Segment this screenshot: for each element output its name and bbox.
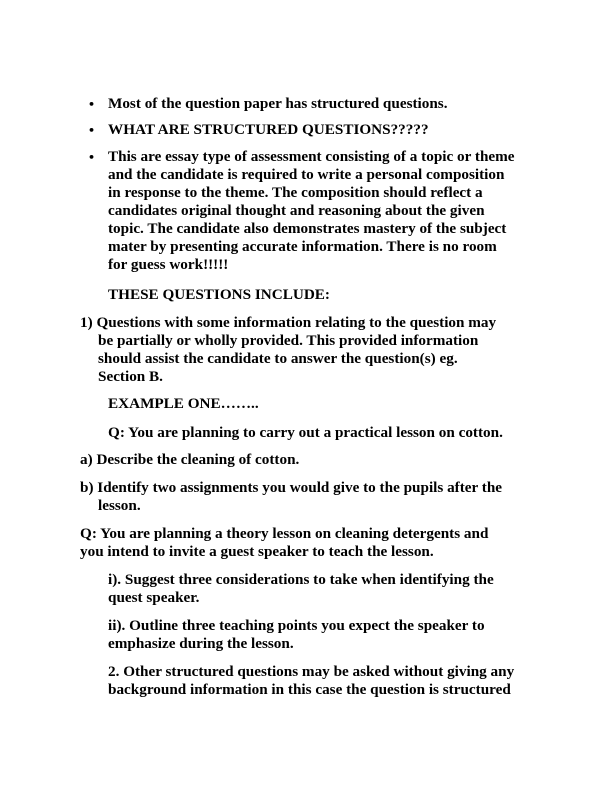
paragraph — [108, 148, 515, 274]
text-line: quest speaker. — [108, 589, 200, 606]
text-line: Most of the question paper has structured questions. — [108, 95, 448, 112]
bullet-icon: • — [88, 151, 96, 164]
question — [108, 424, 503, 442]
text-line: 1) Questions with some information relating to the question may — [80, 314, 497, 331]
text-line: lesson. — [98, 497, 141, 514]
text-line: EXAMPLE ONE…….. — [108, 395, 259, 412]
text-line: Q: You are planning to carry out a practical lesson on cotton. — [108, 424, 503, 441]
text-line: Q: You are planning a theory lesson on cleaning detergents and — [80, 525, 489, 542]
question-part — [108, 617, 485, 653]
text-line: be partially or wholly provided. This provided information — [98, 332, 479, 349]
text-line: ii). Outline three teaching points you expect the speaker to — [108, 617, 485, 634]
bullet-icon: • — [88, 98, 96, 111]
text-line: i). Suggest three considerations to take when identifying the — [108, 571, 494, 588]
text-line: should assist the candidate to answer the question(s) eg. — [98, 350, 458, 367]
bullet-icon: • — [88, 124, 96, 137]
example-heading — [108, 395, 259, 413]
question — [80, 525, 488, 561]
text-line: in response to the theme. The composition should reflect a — [108, 184, 483, 201]
paragraph — [80, 314, 497, 386]
text-line: Section B. — [98, 368, 163, 385]
text-line: 2. Other structured questions may be asked without giving any — [108, 663, 515, 680]
text-line: b) Identify two assignments you would give to the pupils after the — [80, 479, 503, 496]
question-part — [108, 571, 494, 607]
text-line: a) Describe the cleaning of cotton. — [80, 451, 300, 468]
text-line: topic. The candidate also demonstrates mastery of the subject — [108, 220, 507, 237]
question-part — [80, 451, 299, 469]
text-line: background information in this case the question is structured — [108, 681, 511, 698]
text-line: candidates original thought and reasoning about the given — [108, 202, 485, 219]
text-line: WHAT ARE STRUCTURED QUESTIONS????? — [108, 121, 429, 138]
text-line: you intend to invite a guest speaker to teach the lesson. — [80, 543, 434, 560]
paragraph — [108, 95, 448, 113]
paragraph — [108, 663, 514, 699]
text-line: mater by presenting accurate information. There is no room — [108, 238, 497, 255]
paragraph — [108, 121, 429, 139]
question-part — [80, 479, 503, 515]
text-line: THESE QUESTIONS INCLUDE: — [108, 286, 330, 303]
text-line: This are essay type of assessment consisting of a topic or theme — [108, 148, 515, 165]
text-line: and the candidate is required to write a personal composition — [108, 166, 505, 183]
text-line: for guess work!!!!! — [108, 256, 229, 273]
section-heading — [108, 286, 330, 304]
text-line: emphasize during the lesson. — [108, 635, 294, 652]
